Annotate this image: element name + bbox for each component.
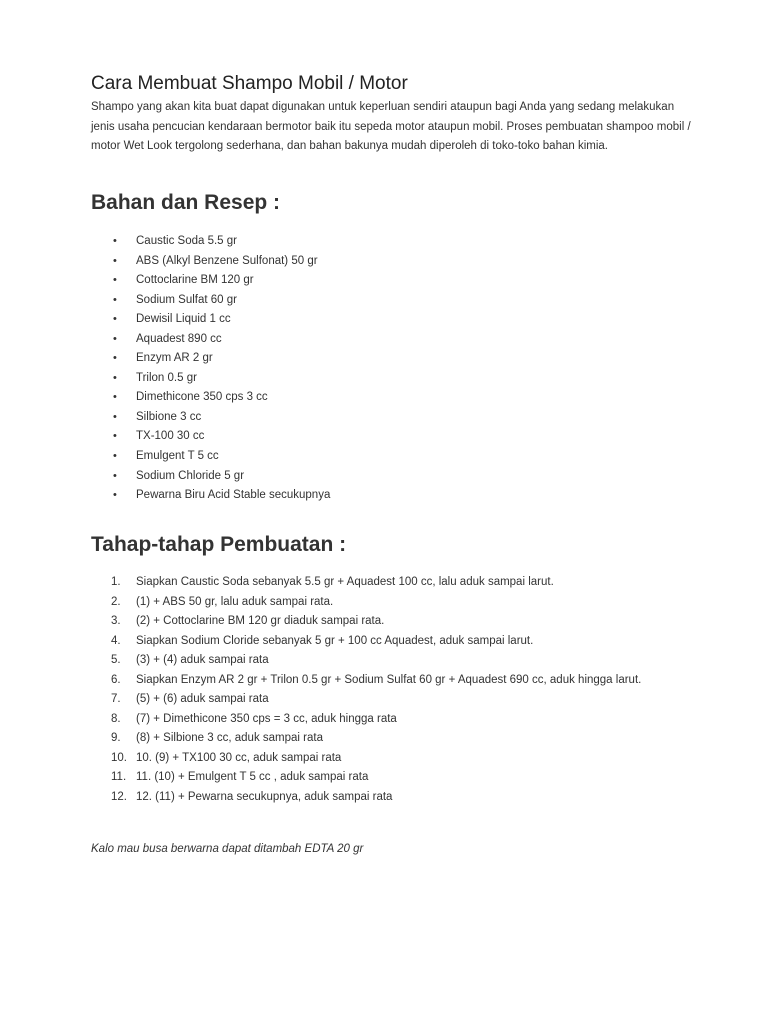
list-item bbox=[91, 427, 330, 447]
list-item bbox=[91, 710, 691, 730]
step-number: 2. bbox=[111, 595, 121, 608]
list-item bbox=[91, 612, 691, 632]
step-text: Siapkan Caustic Soda sebanyak 5.5 gr + Aquadest 100 cc, lalu aduk sampai larut. bbox=[136, 576, 554, 588]
list-item bbox=[91, 252, 330, 272]
ingredient-text: Pewarna Biru Acid Stable secukupnya bbox=[136, 489, 331, 502]
bullet-icon: • bbox=[113, 274, 117, 287]
ingredient-text: Aquadest 890 cc bbox=[136, 332, 222, 345]
bullet-icon: • bbox=[113, 332, 117, 345]
steps-list bbox=[91, 573, 691, 808]
ingredient-text: Dewisil Liquid 1 cc bbox=[136, 313, 231, 326]
list-item bbox=[91, 408, 330, 428]
step-text: (5) + (6) aduk sampai rata bbox=[136, 693, 269, 706]
list-item bbox=[91, 447, 330, 467]
step-number: 11. bbox=[111, 771, 127, 784]
ingredient-text: ABS (Alkyl Benzene Sulfonat) 50 gr bbox=[136, 254, 318, 267]
list-item bbox=[91, 573, 691, 593]
list-item bbox=[91, 349, 330, 369]
list-item bbox=[91, 310, 330, 330]
step-text: (7) + Dimethicone 350 cps = 3 cc, aduk hingga rata bbox=[136, 712, 397, 725]
step-number: 3. bbox=[111, 615, 121, 628]
bullet-icon: • bbox=[113, 235, 117, 247]
ingredient-text: Trilon 0.5 gr bbox=[136, 371, 197, 384]
bullet-icon: • bbox=[113, 313, 117, 326]
step-number: 10. bbox=[111, 751, 127, 764]
ingredient-text: Cottoclarine BM 120 gr bbox=[136, 274, 254, 287]
list-item bbox=[91, 486, 330, 506]
list-item bbox=[91, 749, 691, 769]
bullet-icon: • bbox=[113, 489, 117, 502]
step-number: 8. bbox=[111, 712, 121, 725]
step-text: (3) + (4) aduk sampai rata bbox=[136, 654, 269, 667]
step-text: (8) + Silbione 3 cc, aduk sampai rata bbox=[136, 732, 323, 745]
ingredient-text: Sodium Sulfat 60 gr bbox=[136, 293, 238, 306]
bullet-icon: • bbox=[113, 469, 117, 482]
ingredient-text: Emulgent T 5 cc bbox=[136, 450, 219, 463]
ingredient-text: Enzym AR 2 gr bbox=[136, 352, 213, 365]
step-text: (1) + ABS 50 gr, lalu aduk sampai rata. bbox=[136, 595, 334, 608]
intro-paragraph: Shampo yang akan kita buat dapat digunakan untuk keperluan sendiri ataupun bagi Anda yang sedang melakukan jenis usaha pencucian kendaraan bermotor baik itu sepeda motor ataupun mobil. Proses pembuatan shampoo mobil / motor Wet Look tergolong sederhana, dan bahan bakunya mudah diperoleh di toko-toko bahan kimia. bbox=[91, 101, 691, 152]
list-item bbox=[91, 291, 330, 311]
list-item bbox=[91, 467, 330, 487]
bullet-icon: • bbox=[113, 450, 117, 463]
ingredient-text: Dimethicone 350 cps 3 cc bbox=[136, 391, 268, 404]
bullet-icon: • bbox=[113, 410, 117, 423]
list-item bbox=[91, 729, 691, 749]
step-text: Siapkan Sodium Cloride sebanyak 5 gr + 100 cc Aquadest, aduk sampai larut. bbox=[136, 634, 534, 647]
bullet-icon: • bbox=[113, 430, 117, 443]
list-item bbox=[91, 651, 691, 671]
bullet-icon: • bbox=[113, 293, 117, 306]
page-title: Cara Membuat Shampo Mobil / Motor bbox=[91, 73, 408, 94]
step-number: 6. bbox=[111, 673, 121, 686]
step-text: 12. (11) + Pewarna secukupnya, aduk sampai rata bbox=[136, 791, 393, 804]
step-number: 12. bbox=[111, 791, 127, 804]
list-item bbox=[91, 788, 691, 808]
step-number: 1. bbox=[111, 576, 121, 588]
list-item bbox=[91, 388, 330, 408]
step-text: (2) + Cottoclarine BM 120 gr diaduk sampai rata. bbox=[136, 615, 385, 628]
footnote: Kalo mau busa berwarna dapat ditambah EDTA 20 gr bbox=[91, 843, 364, 855]
list-item bbox=[91, 593, 691, 613]
bullet-icon: • bbox=[113, 352, 117, 365]
list-item bbox=[91, 768, 691, 788]
step-text: Siapkan Enzym AR 2 gr + Trilon 0.5 gr + Sodium Sulfat 60 gr + Aquadest 690 cc, aduk hingga larut. bbox=[136, 673, 642, 686]
list-item bbox=[91, 369, 330, 389]
list-item bbox=[91, 232, 330, 252]
step-text: 10. (9) + TX100 30 cc, aduk sampai rata bbox=[136, 751, 342, 764]
step-number: 9. bbox=[111, 732, 121, 745]
list-item bbox=[91, 632, 691, 652]
ingredient-text: Sodium Chloride 5 gr bbox=[136, 469, 245, 482]
bullet-icon: • bbox=[113, 391, 117, 404]
list-item bbox=[91, 330, 330, 350]
step-number: 4. bbox=[111, 634, 121, 647]
bullet-icon: • bbox=[113, 371, 117, 384]
step-text: 11. (10) + Emulgent T 5 cc , aduk sampai rata bbox=[136, 771, 369, 784]
list-item bbox=[91, 671, 691, 691]
bullet-icon: • bbox=[113, 254, 117, 267]
ingredients-list bbox=[91, 232, 330, 506]
list-item bbox=[91, 271, 330, 291]
steps-heading: Tahap-tahap Pembuatan : bbox=[91, 533, 347, 556]
ingredient-text: Caustic Soda 5.5 gr bbox=[136, 235, 238, 247]
ingredient-text: TX-100 30 cc bbox=[136, 430, 205, 443]
step-number: 7. bbox=[111, 693, 121, 706]
ingredients-heading: Bahan dan Resep : bbox=[91, 191, 281, 214]
list-item bbox=[91, 690, 691, 710]
ingredient-text: Silbione 3 cc bbox=[136, 410, 202, 423]
step-number: 5. bbox=[111, 654, 121, 667]
